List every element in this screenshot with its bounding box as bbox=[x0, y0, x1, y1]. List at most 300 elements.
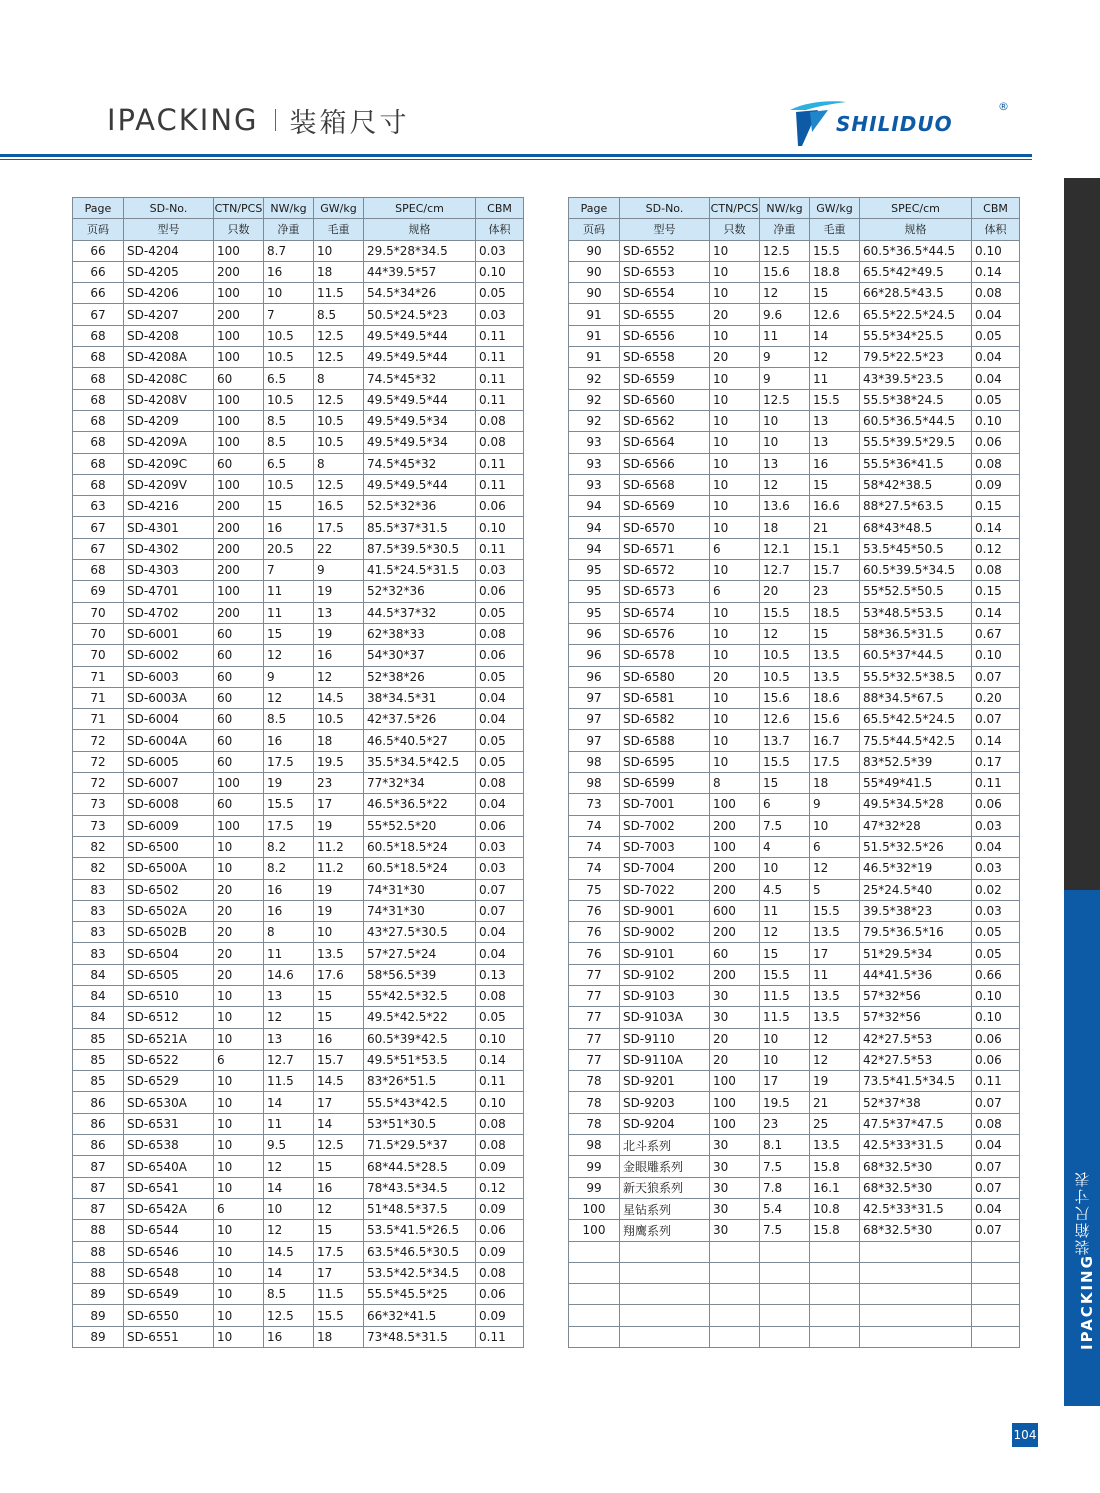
table-cell: 10.5 bbox=[314, 432, 364, 453]
table-cell: 84 bbox=[73, 1007, 124, 1028]
table-row bbox=[73, 858, 524, 879]
table-cell: 16 bbox=[314, 1177, 364, 1198]
table-cell: 10 bbox=[214, 1092, 264, 1113]
table-cell bbox=[569, 1241, 620, 1262]
table-cell: 85 bbox=[73, 1071, 124, 1092]
table-cell: 11 bbox=[810, 368, 860, 389]
table-cell: SD-6552 bbox=[620, 240, 710, 261]
table-cell: 95 bbox=[569, 581, 620, 602]
table-cell: 70 bbox=[73, 645, 124, 666]
table-cell: 10.5 bbox=[264, 389, 314, 410]
table-cell: 83*52.5*39 bbox=[860, 751, 972, 772]
table-cell: 30 bbox=[710, 1135, 760, 1156]
table-cell: 15.5 bbox=[810, 900, 860, 921]
table-cell: 20 bbox=[214, 943, 264, 964]
header-rule-thin bbox=[0, 159, 1032, 160]
table-cell: 13.5 bbox=[810, 985, 860, 1006]
table-cell: 19.5 bbox=[760, 1092, 810, 1113]
table-cell: 98 bbox=[569, 751, 620, 772]
table-cell: 18 bbox=[314, 1326, 364, 1347]
table-row bbox=[73, 709, 524, 730]
table-cell: 88 bbox=[73, 1241, 124, 1262]
table-cell: 60 bbox=[214, 645, 264, 666]
table-row bbox=[569, 410, 1020, 431]
table-cell: 14.5 bbox=[264, 1241, 314, 1262]
table-cell: 92 bbox=[569, 368, 620, 389]
table-cell: 20 bbox=[760, 581, 810, 602]
table-cell: 13 bbox=[760, 453, 810, 474]
table-cell: SD-9203 bbox=[620, 1092, 710, 1113]
table-cell: 10 bbox=[760, 858, 810, 879]
table-row bbox=[569, 560, 1020, 581]
table-cell: 95 bbox=[569, 560, 620, 581]
table-cell: 9.5 bbox=[264, 1135, 314, 1156]
table-cell: 42.5*33*31.5 bbox=[860, 1135, 972, 1156]
table-cell: 12.5 bbox=[314, 1135, 364, 1156]
table-cell: 10 bbox=[760, 432, 810, 453]
table-cell: 83 bbox=[73, 943, 124, 964]
table-row bbox=[73, 900, 524, 921]
table-cell: 10.5 bbox=[760, 645, 810, 666]
table-cell: 20 bbox=[710, 666, 760, 687]
table-cell: 10 bbox=[214, 1305, 264, 1326]
table-cell: SD-6599 bbox=[620, 773, 710, 794]
table-cell: 15 bbox=[760, 943, 810, 964]
table-cell: 87 bbox=[73, 1156, 124, 1177]
table-cell: 10 bbox=[760, 1028, 810, 1049]
column-header: 只数 bbox=[710, 219, 760, 240]
table-cell: 17.6 bbox=[314, 964, 364, 985]
table-cell: 6 bbox=[214, 1049, 264, 1070]
table-cell: 95 bbox=[569, 602, 620, 623]
table-cell: 77 bbox=[569, 1049, 620, 1070]
table-cell: 70 bbox=[73, 623, 124, 644]
table-cell: 200 bbox=[710, 858, 760, 879]
table-row bbox=[73, 517, 524, 538]
table-cell bbox=[710, 1284, 760, 1305]
table-cell: 0.04 bbox=[972, 1198, 1020, 1219]
column-header: SPEC/cm bbox=[364, 198, 476, 219]
table-cell: 84 bbox=[73, 964, 124, 985]
table-cell: 0.07 bbox=[972, 666, 1020, 687]
table-cell: 13 bbox=[314, 602, 364, 623]
table-cell: 60.5*36.5*44.5 bbox=[860, 410, 972, 431]
table-cell: 10 bbox=[214, 985, 264, 1006]
table-cell: 9 bbox=[810, 794, 860, 815]
table-cell: 44*39.5*57 bbox=[364, 261, 476, 282]
table-cell: 0.09 bbox=[476, 1305, 524, 1326]
table-cell: 11.2 bbox=[314, 858, 364, 879]
table-cell: 5 bbox=[810, 879, 860, 900]
table-cell: 200 bbox=[214, 517, 264, 538]
table-cell: 0.04 bbox=[476, 922, 524, 943]
table-cell: 13 bbox=[264, 1028, 314, 1049]
table-row bbox=[73, 560, 524, 581]
table-cell: 翔鹰系列 bbox=[620, 1220, 710, 1241]
table-cell: 99 bbox=[569, 1156, 620, 1177]
table-row bbox=[73, 325, 524, 346]
table-cell: SD-4209A bbox=[124, 432, 214, 453]
column-header: 规格 bbox=[860, 219, 972, 240]
table-cell: SD-6542A bbox=[124, 1198, 214, 1219]
table-cell: 49.5*49.5*44 bbox=[364, 347, 476, 368]
column-header: SPEC/cm bbox=[860, 198, 972, 219]
table-cell: 0.04 bbox=[476, 687, 524, 708]
table-cell: 0.04 bbox=[972, 1135, 1020, 1156]
table-row bbox=[73, 432, 524, 453]
table-row bbox=[73, 347, 524, 368]
table-cell: 9 bbox=[760, 347, 810, 368]
table-cell: 10 bbox=[710, 389, 760, 410]
table-cell: 16 bbox=[264, 517, 314, 538]
table-cell: 7 bbox=[264, 560, 314, 581]
table-cell bbox=[620, 1241, 710, 1262]
table-cell: 0.05 bbox=[476, 1007, 524, 1028]
table-row bbox=[569, 900, 1020, 921]
table-cell: 96 bbox=[569, 666, 620, 687]
table-cell: 13 bbox=[264, 985, 314, 1006]
table-cell: 0.09 bbox=[476, 1198, 524, 1219]
table-cell: 18 bbox=[314, 261, 364, 282]
table-cell: 8.5 bbox=[264, 1284, 314, 1305]
table-cell: 58*42*38.5 bbox=[860, 474, 972, 495]
table-cell: 0.11 bbox=[476, 368, 524, 389]
table-cell: 22 bbox=[314, 538, 364, 559]
column-header: 型号 bbox=[620, 219, 710, 240]
table-row bbox=[73, 794, 524, 815]
table-cell: 70 bbox=[73, 602, 124, 623]
table-cell: 0.04 bbox=[972, 368, 1020, 389]
table-row bbox=[73, 368, 524, 389]
table-cell: 10 bbox=[214, 1326, 264, 1347]
table-row bbox=[569, 943, 1020, 964]
table-cell: 0.05 bbox=[972, 943, 1020, 964]
table-cell: 14 bbox=[264, 1092, 314, 1113]
page-title bbox=[107, 100, 410, 140]
table-cell: 30 bbox=[710, 1220, 760, 1241]
table-cell: 0.06 bbox=[972, 1049, 1020, 1070]
table-cell: 11.5 bbox=[760, 985, 810, 1006]
table-row bbox=[569, 730, 1020, 751]
table-cell: 58*56.5*39 bbox=[364, 964, 476, 985]
table-cell: SD-6553 bbox=[620, 261, 710, 282]
table-cell: 6 bbox=[214, 1198, 264, 1219]
table-row bbox=[73, 410, 524, 431]
table-cell: 0.08 bbox=[476, 432, 524, 453]
table-cell: 12 bbox=[760, 474, 810, 495]
table-cell: 10.5 bbox=[314, 410, 364, 431]
table-cell: 12 bbox=[264, 687, 314, 708]
table-cell: 19 bbox=[264, 773, 314, 794]
table-cell: SD-4208C bbox=[124, 368, 214, 389]
table-cell bbox=[760, 1241, 810, 1262]
table-cell: 83 bbox=[73, 879, 124, 900]
table-cell: 60.5*39*42.5 bbox=[364, 1028, 476, 1049]
table-cell: 58*36.5*31.5 bbox=[860, 623, 972, 644]
table-cell: 94 bbox=[569, 496, 620, 517]
table-cell: SD-6580 bbox=[620, 666, 710, 687]
table-cell: 74.5*45*32 bbox=[364, 368, 476, 389]
table-cell: 20.5 bbox=[264, 538, 314, 559]
packing-table-left bbox=[72, 197, 524, 1348]
table-cell: 66 bbox=[73, 261, 124, 282]
header-row bbox=[73, 198, 524, 219]
table-cell: 60 bbox=[214, 453, 264, 474]
table-cell: 14.5 bbox=[314, 1071, 364, 1092]
table-cell: 0.13 bbox=[476, 964, 524, 985]
table-row bbox=[73, 922, 524, 943]
table-cell: 10 bbox=[710, 261, 760, 282]
table-cell bbox=[760, 1305, 810, 1326]
table-cell: 100 bbox=[214, 432, 264, 453]
header-rule bbox=[0, 154, 1032, 157]
table-cell: 新天狼系列 bbox=[620, 1177, 710, 1198]
table-cell: 79.5*22.5*23 bbox=[860, 347, 972, 368]
table-cell: 100 bbox=[214, 773, 264, 794]
table-cell: 51*48.5*37.5 bbox=[364, 1198, 476, 1219]
table-cell: 55.5*32.5*38.5 bbox=[860, 666, 972, 687]
table-cell: 73 bbox=[569, 794, 620, 815]
table-cell: 0.07 bbox=[972, 1220, 1020, 1241]
table-cell: 15 bbox=[314, 1007, 364, 1028]
table-cell: 10 bbox=[760, 1049, 810, 1070]
table-cell bbox=[710, 1241, 760, 1262]
table-cell: 54.5*34*26 bbox=[364, 283, 476, 304]
table-cell: 89 bbox=[73, 1305, 124, 1326]
table-cell: 0.15 bbox=[972, 581, 1020, 602]
page-title-cn: 装箱尺寸 bbox=[289, 107, 410, 139]
table-cell: 53.5*41.5*26.5 bbox=[364, 1220, 476, 1241]
table-cell: 10 bbox=[710, 751, 760, 772]
table-cell: 5.4 bbox=[760, 1198, 810, 1219]
table-cell: 8 bbox=[264, 922, 314, 943]
table-cell bbox=[972, 1284, 1020, 1305]
table-cell: 85 bbox=[73, 1049, 124, 1070]
table-cell: 76 bbox=[569, 900, 620, 921]
table-cell: 0.11 bbox=[476, 538, 524, 559]
table-cell: 10 bbox=[710, 517, 760, 538]
table-cell: 100 bbox=[569, 1220, 620, 1241]
table-cell: SD-9110A bbox=[620, 1049, 710, 1070]
table-cell bbox=[972, 1241, 1020, 1262]
table-cell bbox=[860, 1241, 972, 1262]
table-cell: 8.1 bbox=[760, 1135, 810, 1156]
table-cell: SD-4205 bbox=[124, 261, 214, 282]
table-cell: 55.5*43*42.5 bbox=[364, 1092, 476, 1113]
table-cell: 0.05 bbox=[972, 389, 1020, 410]
table-cell: 0.17 bbox=[972, 751, 1020, 772]
table-cell: 13.5 bbox=[810, 922, 860, 943]
table-cell bbox=[810, 1262, 860, 1283]
table-cell: 12 bbox=[810, 1049, 860, 1070]
table-cell: SD-4302 bbox=[124, 538, 214, 559]
table-cell: 89 bbox=[73, 1284, 124, 1305]
table-cell: 15 bbox=[810, 623, 860, 644]
table-cell: 15.8 bbox=[810, 1220, 860, 1241]
table-cell: 76 bbox=[569, 943, 620, 964]
table-row bbox=[569, 1177, 1020, 1198]
table-cell: 14.5 bbox=[314, 687, 364, 708]
table-cell: 92 bbox=[569, 410, 620, 431]
table-cell: 0.08 bbox=[476, 1262, 524, 1283]
table-cell: 0.08 bbox=[476, 410, 524, 431]
table-cell: 6 bbox=[710, 538, 760, 559]
table-cell: 78 bbox=[569, 1071, 620, 1092]
table-cell: 72 bbox=[73, 751, 124, 772]
table-cell: SD-6009 bbox=[124, 815, 214, 836]
table-cell: 15 bbox=[264, 623, 314, 644]
table-cell: 23 bbox=[314, 773, 364, 794]
table-cell: SD-4208A bbox=[124, 347, 214, 368]
table-cell: SD-9002 bbox=[620, 922, 710, 943]
column-header: 规格 bbox=[364, 219, 476, 240]
column-header: 页码 bbox=[73, 219, 124, 240]
table-row bbox=[73, 730, 524, 751]
table-cell: SD-7004 bbox=[620, 858, 710, 879]
table-row bbox=[73, 836, 524, 857]
table-cell: 16.5 bbox=[314, 496, 364, 517]
table-cell: SD-6538 bbox=[124, 1135, 214, 1156]
table-cell: 0.03 bbox=[476, 304, 524, 325]
table-cell: 68*32.5*30 bbox=[860, 1156, 972, 1177]
table-cell: 15 bbox=[314, 1220, 364, 1241]
table-row bbox=[73, 1284, 524, 1305]
table-cell: 19.5 bbox=[314, 751, 364, 772]
table-cell: 0.07 bbox=[476, 879, 524, 900]
table-cell: 83*26*51.5 bbox=[364, 1071, 476, 1092]
table-cell bbox=[710, 1305, 760, 1326]
registered-mark: ® bbox=[998, 100, 1009, 113]
table-cell bbox=[710, 1326, 760, 1347]
title-divider bbox=[275, 109, 276, 131]
table-cell: 10 bbox=[264, 1198, 314, 1219]
page-title-en: IPACKING bbox=[107, 103, 259, 137]
table-cell: 83 bbox=[73, 922, 124, 943]
table-cell: 0.07 bbox=[972, 1156, 1020, 1177]
table-cell: 11.2 bbox=[314, 836, 364, 857]
table-cell: 91 bbox=[569, 347, 620, 368]
table-cell: 北斗系列 bbox=[620, 1135, 710, 1156]
table-cell: SD-9001 bbox=[620, 900, 710, 921]
table-cell: SD-6540A bbox=[124, 1156, 214, 1177]
table-cell: SD-4702 bbox=[124, 602, 214, 623]
table-cell: SD-6558 bbox=[620, 347, 710, 368]
table-cell: 60 bbox=[710, 943, 760, 964]
table-cell: 0.08 bbox=[972, 453, 1020, 474]
table-cell: 0.06 bbox=[476, 581, 524, 602]
table-row bbox=[569, 1092, 1020, 1113]
table-cell: 0.06 bbox=[972, 432, 1020, 453]
table-cell: 0.20 bbox=[972, 687, 1020, 708]
table-cell: 15.6 bbox=[810, 709, 860, 730]
table-cell: 47*32*28 bbox=[860, 815, 972, 836]
table-cell: 10 bbox=[710, 410, 760, 431]
table-cell: 62*38*33 bbox=[364, 623, 476, 644]
table-cell: SD-6500 bbox=[124, 836, 214, 857]
table-cell bbox=[972, 1326, 1020, 1347]
table-cell: SD-7003 bbox=[620, 836, 710, 857]
table-cell: 78 bbox=[569, 1092, 620, 1113]
table-row bbox=[73, 1305, 524, 1326]
table-cell: 0.07 bbox=[972, 709, 1020, 730]
table-cell: 0.10 bbox=[972, 985, 1020, 1006]
table-cell: 0.04 bbox=[476, 943, 524, 964]
column-header: CBM bbox=[972, 198, 1020, 219]
table-cell: SD-9110 bbox=[620, 1028, 710, 1049]
table-cell: 77*32*34 bbox=[364, 773, 476, 794]
table-cell: SD-9201 bbox=[620, 1071, 710, 1092]
table-row bbox=[73, 964, 524, 985]
table-cell: 0.03 bbox=[476, 858, 524, 879]
column-header: NW/kg bbox=[264, 198, 314, 219]
table-cell: 90 bbox=[569, 261, 620, 282]
table-cell: SD-7002 bbox=[620, 815, 710, 836]
table-cell: 0.12 bbox=[476, 1177, 524, 1198]
table-cell: 41.5*24.5*31.5 bbox=[364, 560, 476, 581]
table-cell: 100 bbox=[214, 581, 264, 602]
table-cell: 0.10 bbox=[972, 410, 1020, 431]
table-cell: SD-6541 bbox=[124, 1177, 214, 1198]
table-cell: 15.5 bbox=[760, 602, 810, 623]
table-cell: 19 bbox=[314, 581, 364, 602]
table-cell: 0.08 bbox=[476, 773, 524, 794]
table-cell: 67 bbox=[73, 304, 124, 325]
table-cell: 44.5*37*32 bbox=[364, 602, 476, 623]
column-header: 体积 bbox=[972, 219, 1020, 240]
table-cell: 16.7 bbox=[810, 730, 860, 751]
header-row bbox=[73, 219, 524, 240]
table-cell bbox=[860, 1326, 972, 1347]
table-cell: 18 bbox=[314, 730, 364, 751]
table-cell: 55.5*45.5*25 bbox=[364, 1284, 476, 1305]
table-row bbox=[73, 1113, 524, 1134]
table-cell: 0.06 bbox=[476, 1284, 524, 1305]
table-cell: 10 bbox=[214, 1135, 264, 1156]
table-cell: 0.11 bbox=[476, 1071, 524, 1092]
column-header: CBM bbox=[476, 198, 524, 219]
table-cell: 0.67 bbox=[972, 623, 1020, 644]
table-cell: 30 bbox=[710, 1198, 760, 1219]
table-cell: SD-6007 bbox=[124, 773, 214, 794]
table-cell: 14 bbox=[264, 1177, 314, 1198]
table-cell: 10 bbox=[214, 1177, 264, 1198]
table-cell: 67 bbox=[73, 538, 124, 559]
table-cell bbox=[972, 1305, 1020, 1326]
table-cell: SD-6001 bbox=[124, 623, 214, 644]
table-cell: 86 bbox=[73, 1113, 124, 1134]
table-row bbox=[569, 1305, 1020, 1326]
table-cell: 10 bbox=[710, 283, 760, 304]
table-cell: 68 bbox=[73, 474, 124, 495]
table-cell: SD-6568 bbox=[620, 474, 710, 495]
table-cell: 82 bbox=[73, 858, 124, 879]
table-cell: 68 bbox=[73, 410, 124, 431]
table-cell: 0.11 bbox=[972, 1071, 1020, 1092]
brand-logo bbox=[788, 96, 1018, 150]
table-cell: SD-6570 bbox=[620, 517, 710, 538]
table-cell: SD-6572 bbox=[620, 560, 710, 581]
table-cell: 98 bbox=[569, 1135, 620, 1156]
table-cell: 10.8 bbox=[810, 1198, 860, 1219]
header-row bbox=[569, 219, 1020, 240]
table-cell: 20 bbox=[214, 922, 264, 943]
table-cell: 73 bbox=[73, 794, 124, 815]
table-cell: 19 bbox=[810, 1071, 860, 1092]
column-header: 毛重 bbox=[810, 219, 860, 240]
table-row bbox=[569, 836, 1020, 857]
table-row bbox=[569, 1007, 1020, 1028]
table-cell: 17 bbox=[760, 1071, 810, 1092]
